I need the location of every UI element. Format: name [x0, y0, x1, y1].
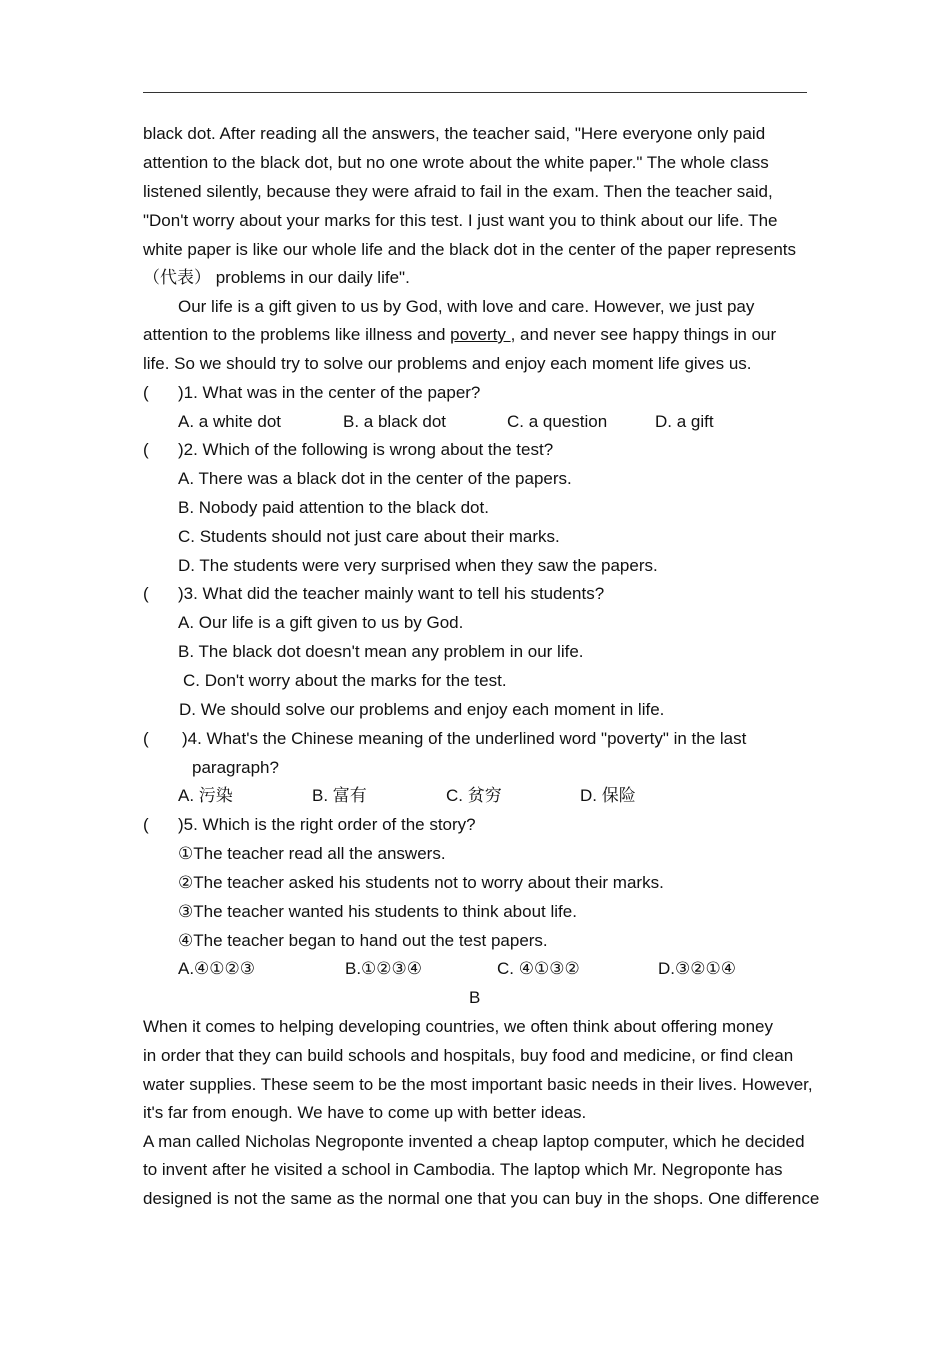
header-rule — [143, 92, 807, 93]
q2-option-c: C. Students should not just care about their marks. — [178, 527, 560, 546]
q1-option-b: B. a black dot — [343, 412, 447, 431]
passage-line — [143, 325, 776, 345]
answer-bracket: ( — [143, 729, 149, 748]
q5-item-1: ①The teacher read all the answers. — [178, 844, 446, 863]
q1-option-a: A. a white dot — [178, 412, 282, 431]
q3-option-b: B. The black dot doesn't mean any problem in our life. — [178, 642, 584, 661]
q5-option-a: A.④①②③ — [178, 959, 256, 978]
q4-option-b: B. 富有 — [312, 786, 367, 805]
q2-option-b: B. Nobody paid attention to the black dot. — [178, 498, 489, 517]
passage-text: , and never see happy things in our — [510, 325, 777, 344]
q1-option-c: C. a question — [507, 412, 608, 431]
q5-option-d: D.③②①④ — [658, 959, 736, 978]
passage-line: A man called Nicholas Negroponte invented a cheap laptop computer, which he decided — [143, 1132, 805, 1151]
q4-option-c: C. 贫穷 — [446, 786, 502, 805]
passage-line: "Don't worry about your marks for this test. I just want you to think about our life. The — [143, 211, 778, 230]
passage-text: attention to the problems like illness and — [143, 325, 451, 344]
question-2-stem: )2. Which of the following is wrong about the test? — [178, 440, 554, 459]
answer-bracket: ( — [143, 440, 149, 459]
q1-option-d: D. a gift — [655, 412, 714, 431]
question-1-stem: )1. What was in the center of the paper? — [178, 383, 481, 402]
passage-line: listened silently, because they were afraid to fail in the exam. Then the teacher said, — [143, 182, 773, 201]
q3-option-a: A. Our life is a gift given to us by God. — [178, 613, 464, 632]
q5-item-4: ④The teacher began to hand out the test papers. — [178, 931, 548, 950]
question-4-stem: )4. What's the Chinese meaning of the underlined word "poverty" in the last — [182, 729, 747, 748]
q5-item-2: ②The teacher asked his students not to worry about their marks. — [178, 873, 664, 892]
passage-line: When it comes to helping developing countries, we often think about offering money — [143, 1017, 774, 1036]
answer-bracket: ( — [143, 383, 149, 402]
q4-option-a: A. 污染 — [178, 786, 233, 805]
passage-line: Our life is a gift given to us by God, with love and care. However, we just pay — [178, 297, 755, 316]
question-4-stem-continued: paragraph? — [192, 758, 279, 777]
q4-option-d: D. 保险 — [580, 786, 636, 805]
passage-line: water supplies. These seem to be the most important basic needs in their lives. However, — [143, 1075, 813, 1094]
q2-option-d: D. The students were very surprised when they saw the papers. — [178, 556, 658, 575]
passage-line: （代表） problems in our daily life". — [143, 268, 410, 287]
passage-line: it's far from enough. We have to come up with better ideas. — [143, 1103, 587, 1122]
q3-option-c: C. Don't worry about the marks for the test. — [183, 671, 507, 690]
answer-bracket: ( — [143, 584, 149, 603]
q5-option-c: C. ④①③② — [497, 959, 580, 978]
passage-line: attention to the black dot, but no one wrote about the white paper." The whole class — [143, 153, 769, 172]
q2-option-a: A. There was a black dot in the center of the papers. — [178, 469, 572, 488]
q3-option-d: D. We should solve our problems and enjoy each moment in life. — [179, 700, 665, 719]
passage-line: life. So we should try to solve our problems and enjoy each moment life gives us. — [143, 354, 752, 373]
underlined-word-poverty: poverty — [450, 325, 511, 344]
q5-item-3: ③The teacher wanted his students to think about life. — [178, 902, 577, 921]
passage-line: in order that they can build schools and hospitals, buy food and medicine, or find clean — [143, 1046, 794, 1065]
question-5-stem: )5. Which is the right order of the story? — [178, 815, 476, 834]
question-3-stem: )3. What did the teacher mainly want to tell his students? — [178, 584, 605, 603]
q5-option-b: B.①②③④ — [345, 959, 423, 978]
passage-line: to invent after he visited a school in Cambodia. The laptop which Mr. Negroponte has — [143, 1160, 783, 1179]
passage-line: black dot. After reading all the answers, the teacher said, "Here everyone only paid — [143, 124, 766, 143]
passage-line: designed is not the same as the normal one that you can buy in the shops. One difference — [143, 1189, 820, 1208]
passage-line: white paper is like our whole life and the black dot in the center of the paper represents — [143, 240, 796, 259]
section-b-heading: B — [469, 988, 481, 1007]
answer-bracket: ( — [143, 815, 149, 834]
